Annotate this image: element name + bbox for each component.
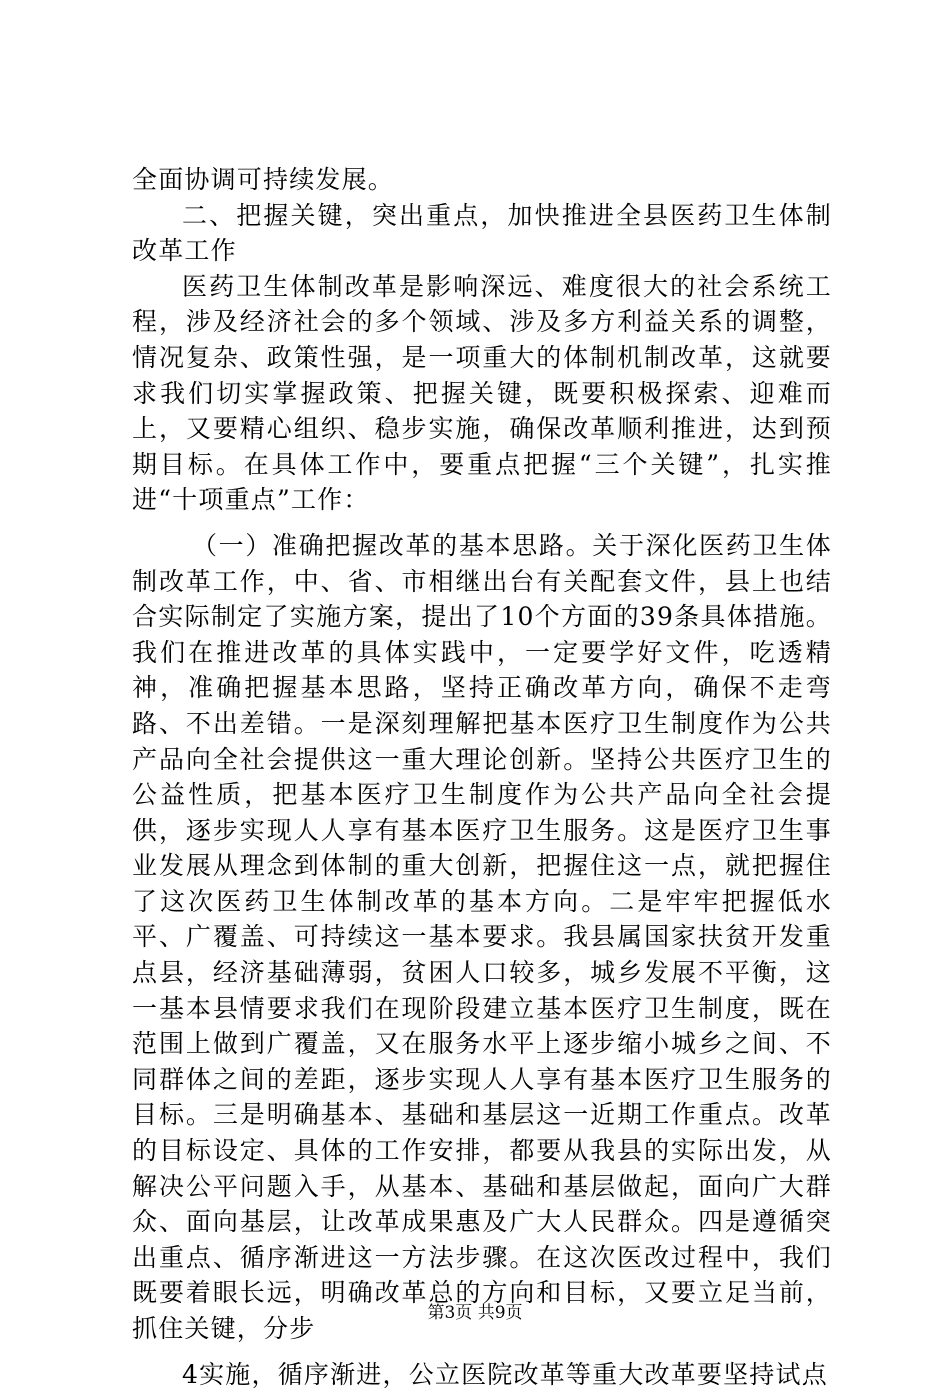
page-footer: 第3页 共9页 (427, 1303, 523, 1323)
document-body (132, 162, 832, 1392)
paragraph-continuation: 全面协调可持续发展。 (132, 165, 395, 194)
paragraph-next: 4实施，循序渐进，公立医院改革等重大改革要坚持试点 (182, 1359, 828, 1389)
paragraph-item-one: （一）准确把握改革的基本思路。关于深化医药卫生体制改革工作，中、省、市相继出台有关配套文件，县上也结合实际制定了实施方案，提出了10个方面的39条具体措施。我们在推进改革的具体实践中，一定要学好文件，吃透精神，准确把握基本思路，坚持正确改革方向，确保不走弯路、不出差错。一是深刻理解把基本医疗卫生制度作为公共产品向全社会提供这一重大理论创新。坚持公共医疗卫生的公益性质，把基本医疗卫生制度作为公共产品向全社会提供，逐步实现人人享有基本医疗卫生服务。这是医疗卫生事业发展从理念到体制的重大创新，把握住这一点，就把握住了这次医药卫生体制改革的基本方向。二是牢牢把握低水平、广覆盖、可持续这一基本要求。我县属国家扶贫开发重点县，经济基础薄弱，贫困人口较多，城乡发展不平衡，这一基本县情要求我们在现阶段建立基本医疗卫生制度，既在范围上做到广覆盖，又在服务水平上逐步缩小城乡之间、不同群体之间的差距，逐步实现人人享有基本医疗卫生服务的目标。三是明确基本、基础和基层这一近期工作重点。改革的目标设定、具体的工作安排，都要从我县的实际出发，从解决公平问题入手，从基本、基础和基层做起，面向广大群众、面向基层，让改革成果惠及广大人民群众。四是遵循突出重点、循序渐进这一方法步骤。在这次医改过程中，我们既要着眼长远，明确改革总的方向和目标，又要立足当前，抓住关键，分步 (132, 530, 832, 1343)
section-heading: 二、把握关键，突出重点，加快推进全县医药卫生体制改革工作 (132, 200, 832, 266)
paragraph-intro: 医药卫生体制改革是影响深远、难度很大的社会系统工程，涉及经济社会的多个领域、涉及多方利益关系的调整，情况复杂、政策性强，是一项重大的体制机制改革，这就要求我们切实掌握政策、把握关键，既要积极探索、迎难而上，又要精心组织、稳步实施，确保改革顺利推进，达到预期目标。在具体工作中，要重点把握“三个关键”，扎实推进“十项重点”工作： (132, 271, 832, 515)
